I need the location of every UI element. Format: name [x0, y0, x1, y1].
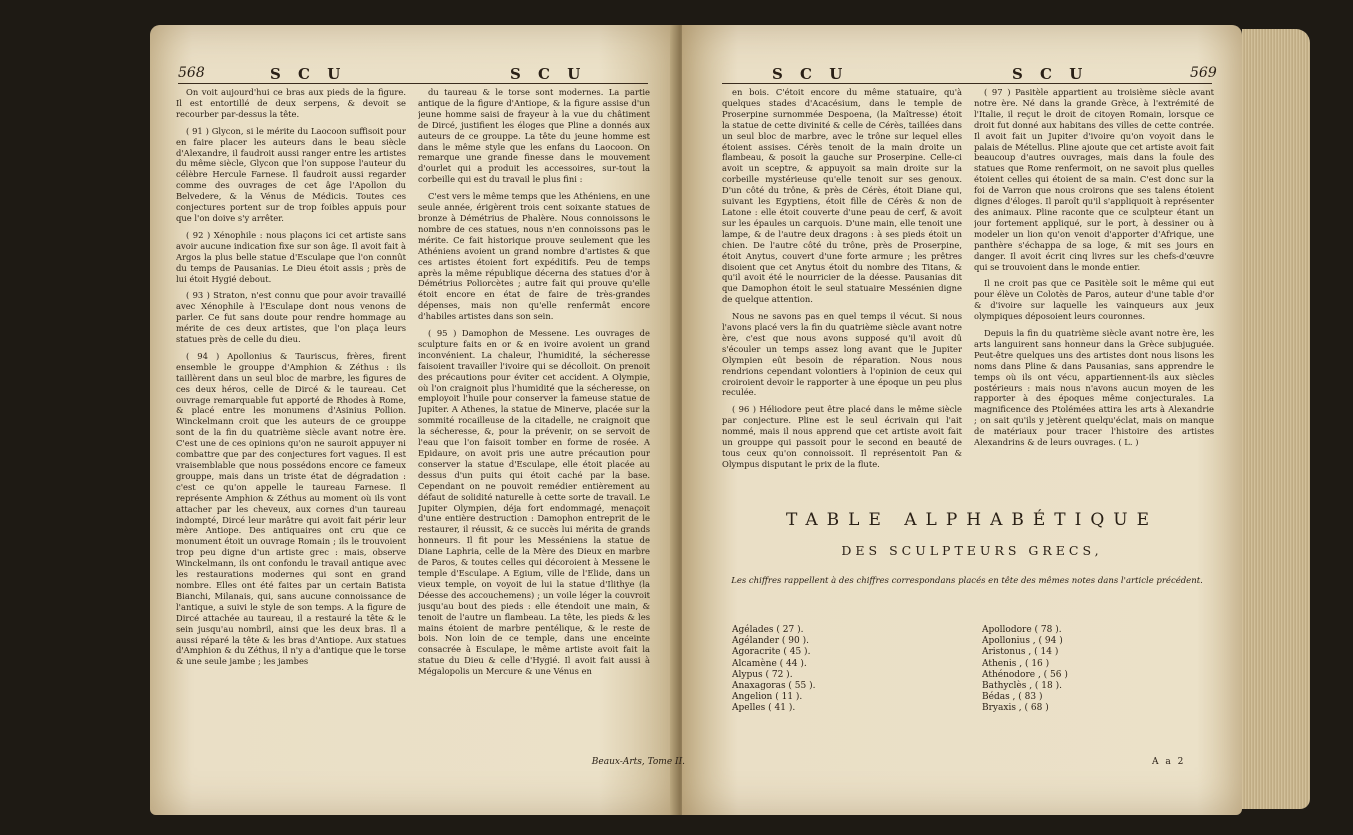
running-head: S C U [772, 65, 849, 83]
table-title: TABLE ALPHABÉTIQUE [785, 510, 1159, 530]
page-edges [1242, 29, 1310, 809]
index-entry: Bathyclès , ( 18 ). [982, 681, 1062, 692]
paragraph: ( 91 ) Glycon, si le mérite du Laocoon suffisoit pour en faire placer les auteurs dans le beau siècle d'Alexandre, il faudroit aussi ranger entre les artistes du même siècle, Glycon que l'on suppose l'auteur du célèbre Hercule Farnese. Il faudroit aussi regarder comme des ouvrages de cet âge l'Apollon du Belvedere, & la Vénus de Médicis. Toutes ces conjectures portent sur de trop foibles appuis pour que l'on doive s'y arrêter. [176, 125, 406, 223]
page-number-right: 569 [1190, 65, 1217, 81]
index-column-2 [982, 625, 1068, 715]
paragraph: On voit aujourd'hui ce bras aux pieds de la figure. Il est entortillé de deux serpens, & devoit se recourber par-dessus la tête. [176, 87, 406, 119]
index-entry: Angelion ( 11 ). [732, 692, 803, 703]
index-entry: Apollodore ( 78 ). [982, 625, 1062, 635]
paragraph: C'est vers le même temps que les Athéniens, en une seule année, érigèrent trois cent soixante statues de bronze à Démétrius de Phalère. Nous connoissons le nombre de ces statues, nous n'en connoissons pas le mérite. Ce fait historique prouve seulement que les Athéniens avoient un grand nombre d'artistes & que ces artistes étoient fort expéditifs. Peu de temps après la même république décerna des statues d'or à Démétrius Poliorcètes ; autre fait qui prouve qu'elle étoit encore en état de faire de très-grandes dépenses, mais non qu'elle renfermât encore d'habiles artistes dans son sein. [418, 191, 650, 322]
index-entry: Anaxagoras ( 55 ). [732, 681, 816, 692]
text-column-right-2 [974, 87, 1214, 503]
right-page [682, 25, 1242, 815]
paragraph: ( 97 ) Pasitèle appartient au troisième siècle avant notre ère. Né dans la grande Grèce, à l'extrémité de l'Italie, il reçut le droit de citoyen Romain, lorsque ce droit fut donné aux habitans des villes de cette contrée. Il avoit fait un Jupiter d'ivoire qu'on voyoit dans le palais de Métellus. Pline ajoute que cet artiste avoit fait beaucoup d'autres ouvrages, mais dans la foule des statues que Rome renfermoit, on ne savoit plus quelles étoient celles qui étoient de sa main. C'est donc sur la foi de Varron que nous croirons que ses talens étoient dignes d'éloges. Il paroît qu'il s'appliquoit à représenter des animaux. Pline raconte que ce sculpteur étant un jour fortement appliqué, sur le port, à dessiner ou à modeler un lion qu'on venoit d'apporter d'Afrique, une panthère s'échappa de sa loge, & mit ses jours en danger. Il avoit écrit cinq livres sur les chefs-d'œuvre qui se trouvoient dans le monde entier. [974, 87, 1214, 272]
index-entry: Agoracrite ( 45 ). [732, 647, 811, 658]
header-rule [722, 83, 1212, 84]
index-entry: Alypus ( 72 ). [732, 669, 793, 680]
text-column-left-2 [418, 87, 650, 787]
index-entry: Athenis , ( 16 ) [982, 658, 1050, 669]
index-entry: Apelles ( 41 ). [732, 703, 796, 714]
paragraph: ( 96 ) Héliodore peut être placé dans le même siècle par conjecture. Pline est le seul écrivain qui l'ait nommé, mais il nous apprend que cet artiste avoit fait un grouppe qui passoit pour le second en beauté de tous ceux qu'on connoissoit. Il représentoit Pan & Olympus disputant le prix de la flute. [722, 404, 962, 469]
paragraph: Depuis la fin du quatrième siècle avant notre ère, les arts languirent sans honneur dans la Grèce subjuguée. Peut-être quelques uns des artistes dont nous lisons les noms dans Pline & dans Pausanias, sans apprendre le temps où ils ont vécu, appartiennent-ils aux siècles postérieurs : mais nous n'avons aucun moyen de les rapporter à des époques même conjecturales. La magnificence des Ptolémées attira les arts à Alexandrie ; on sait qu'ils y jetèrent quelqu'éclat, mais on manque de matériaux pour tracer l'histoire des artistes Alexandrins & de leurs ouvrages. ( L. ) [974, 328, 1214, 448]
index-entry: Agélades ( 27 ). [732, 625, 804, 635]
index-entry: Bryaxis , ( 68 ) [982, 703, 1049, 714]
table-note: Les chiffres rappellent à des chiffres correspondans placés en tête des mêmes notes dans l'article précédent. [731, 576, 1203, 586]
index-entry: Athénodore , ( 56 ) [982, 669, 1068, 680]
table-subtitle: DES SCULPTEURS GRECS, [841, 543, 1103, 558]
left-page [150, 25, 678, 815]
text-column-right-1 [722, 87, 962, 503]
index-column-1 [732, 625, 816, 715]
paragraph: ( 92 ) Xénophile : nous plaçons ici cet artiste sans avoir aucune indication fixe sur son âge. Il avoit fait à Argos la plus belle statue d'Esculape que l'on connût du temps de Pausanias. Le Dieu étoit assis ; près de lui étoit Hygié debout. [176, 229, 406, 284]
header-rule [178, 83, 648, 84]
footer-left: Beaux-Arts, Tome II. [591, 757, 685, 767]
index-entry: Aristonus , ( 14 ) [982, 647, 1059, 658]
paragraph: Nous ne savons pas en quel temps il vécut. Si nous l'avons placé vers la fin du quatrième siècle avant notre ère, c'est que nous avons supposé qu'il avoit dû s'écouler un temps assez long avant que le Jupiter Olympien eût besoin de réparation. Nous nous rendrions cependant volontiers à l'opinion de ceux qui croiroient devoir le rapporter à une époque un peu plus reculée. [722, 311, 962, 398]
paragraph: Il ne croit pas que ce Pasitèle soit le même qui eut pour élève un Colotès de Paros, auteur d'une table d'or & d'ivoire sur laquelle les vainqueurs aux jeux olympiques déposoient leurs couronnes. [974, 278, 1214, 322]
paragraph: ( 95 ) Damophon de Messene. Les ouvrages de sculpture faits en or & en ivoire avoient un grand inconvénient. La chaleur, l'humidité, la sécheresse faisoient travailler l'ivoire qui se décolloit. On prenoit des précautions pour éviter cet accident. A Olympie, où l'on craignoit plus l'humidité que la sécheresse, on employoit l'huile pour conserver la fameuse statue de Jupiter. A Athenes, la statue de Minerve, placée sur la sommité rocailleuse de la citadelle, ne craignoit que la sécheresse, &, pour la prévenir, on se servoit de l'eau que l'on faisoit tomber en forme de rosée. A Epidaure, on avoit pris une autre précaution pour conserver la statue d'Esculape, elle étoit placée au dessus d'un puits qui étoit caché par la base. Cependant on ne pouvoit remédier entièrement au défaut de solidité naturelle à cette sorte de travail. Le Jupiter Olympien, déja fort endommagé, menaçoit d'une entière destruction : Damophon entreprit de le restaurer, il réussit, & ce succès lui mérita de grands honneurs. Il fit pour les Messéniens la statue de Diane Laphria, celle de la Mère des Dieux en marbre de Paros, & toutes celles qui décoroient à Messene le temple d'Esculape. A Egium, ville de l'Elide, dans un vieux temple, on voyoit de lui la statue d'Ilithye (la Déesse des accouchemens) ; un voile léger la couvroit jusqu'au bout des pieds : elle étendoit une main, & tenoit de l'autre un flambeau. La tête, les pieds & les mains étoient de marbre pentélique, & le reste de bois. Non loin de ce temple, dans une enceinte consacrée à Esculape, le même artiste avoit fait la statue du Dieu & celle d'Hygié. Il avoit fait aussi à Mégalopolis un Mercure & une Vénus en [418, 328, 650, 677]
signature-mark: A a 2 [1152, 757, 1186, 767]
paragraph: du taureau & le torse sont modernes. La partie antique de la figure d'Antiope, & la figure assise d'un jeune homme saisi de frayeur à la vue du châtiment de Dircé, justifient les éloges que Pline a donnés aux auteurs de ce grouppe. La tête du jeune homme est dans le même style que les enfans du Laocoon. On remarque une grande finesse dans le mouvement d'ourlet qui a produit les accessoires, sur-tout la corbeille qui est du travail le plus fini : [418, 87, 650, 185]
running-head: S C U [270, 65, 347, 83]
index-entry: Apollonius , ( 94 ) [982, 636, 1063, 647]
paragraph: en bois. C'étoit encore du même statuaire, qu'à quelques stades d'Acacésium, dans le temple de Proserpine surnommée Despoena, (la Maîtresse) étoit la statue de cette divinité & celle de Cérès, taillées dans un seul bloc de marbre, avec le trône sur lequel elles étoient assises. Cérès tenoit de la main droite un flambeau, & posoit la gauche sur Proserpine. Celle-ci avoit un sceptre, & appuyoit sa main droite sur la corbeille mystérieuse qu'elle tenoit sur ses genoux. D'un côté du trône, & près de Cérès, étoit Diane qui, suivant les Egyptiens, étoit fille de Cérès & non de Latone : elle étoit couverte d'une peau de cerf, & avoit sur les épaules un carquois. D'une main, elle tenoit une lampe, & de l'autre deux dragons : à ses pieds étoit un chien. De l'autre côté du trône, près de Proserpine, étoit Anytus, couvert d'une forte armure ; les prêtres disoient que cet Anytus étoit du nombre des Titans, & qu'il avoit été le nourricier de la déesse. Pausanias dit que Damophon étoit le seul statuaire Messénien digne de quelque attention. [722, 87, 962, 305]
index-entry: Bédas , ( 83 ) [982, 692, 1043, 703]
running-head: S C U [510, 65, 587, 83]
paragraph: ( 93 ) Straton, n'est connu que pour avoir travaillé avec Xénophile à l'Esculape dont nous venons de parler. Ce fut sans doute pour rendre hommage au mérite de ces deux artistes, que l'on plaça leurs statues près de celle du dieu. [176, 290, 406, 345]
running-head: S C U [1012, 65, 1089, 83]
paragraph: ( 94 ) Apollonius & Tauriscus, frères, firent ensemble le grouppe d'Amphion & Zéthus : ils taillèrent dans un seul bloc de marbre, les figures de ces deux héros, celle de Dircé & le taureau. Cet ouvrage remarquable fut apporté de Rhodes à Rome, & placé entre les monumens d'Asinius Pollion. Winckelmann croit que les auteurs de ce grouppe sont de la fin du quatrième siècle avant notre ère. C'est une de ces opinions qu'on ne sauroit appuyer ni combattre que par des conjectures fort vagues. Il est vraisemblable que nous possédons encore ce fameux grouppe, mais dans un triste état de dégradation : c'est ce qu'on appelle le taureau Farnese. Il représente Amphion & Zéthus au moment où ils vont attacher par les cheveux, aux cornes d'un taureau indompté, Dircé leur marâtre qui avoit fait périr leur mère Antiope. Des antiquaires ont cru que ce monument étoit un ouvrage Romain ; ils le trouvoient trop peu digne d'un artiste grec : mais, observe Winckelmann, ils ont confondu le travail antique avec les restaurations modernes qui sont en grand nombre. Elles ont été faites par un certain Batista Bianchi, Milanais, qui, sans aucune connoissance de l'antique, a suivi le style de son temps. A la figure de Dircé attachée au taureau, il a restauré la tête & le sein jusqu'au nombril, ainsi que les deux bras. Il a aussi réparé la tête & les bras d'Antiope. Aux statues d'Amphion & du Zéthus, il n'y a d'antique que le torse & une seule jambe ; les jambes [176, 350, 406, 667]
text-column-left-1 [176, 87, 406, 787]
page-number-left: 568 [178, 65, 205, 81]
index-entry: Alcamène ( 44 ). [732, 658, 807, 669]
index-entry: Agélander ( 90 ). [732, 636, 809, 647]
open-book [150, 25, 1310, 825]
